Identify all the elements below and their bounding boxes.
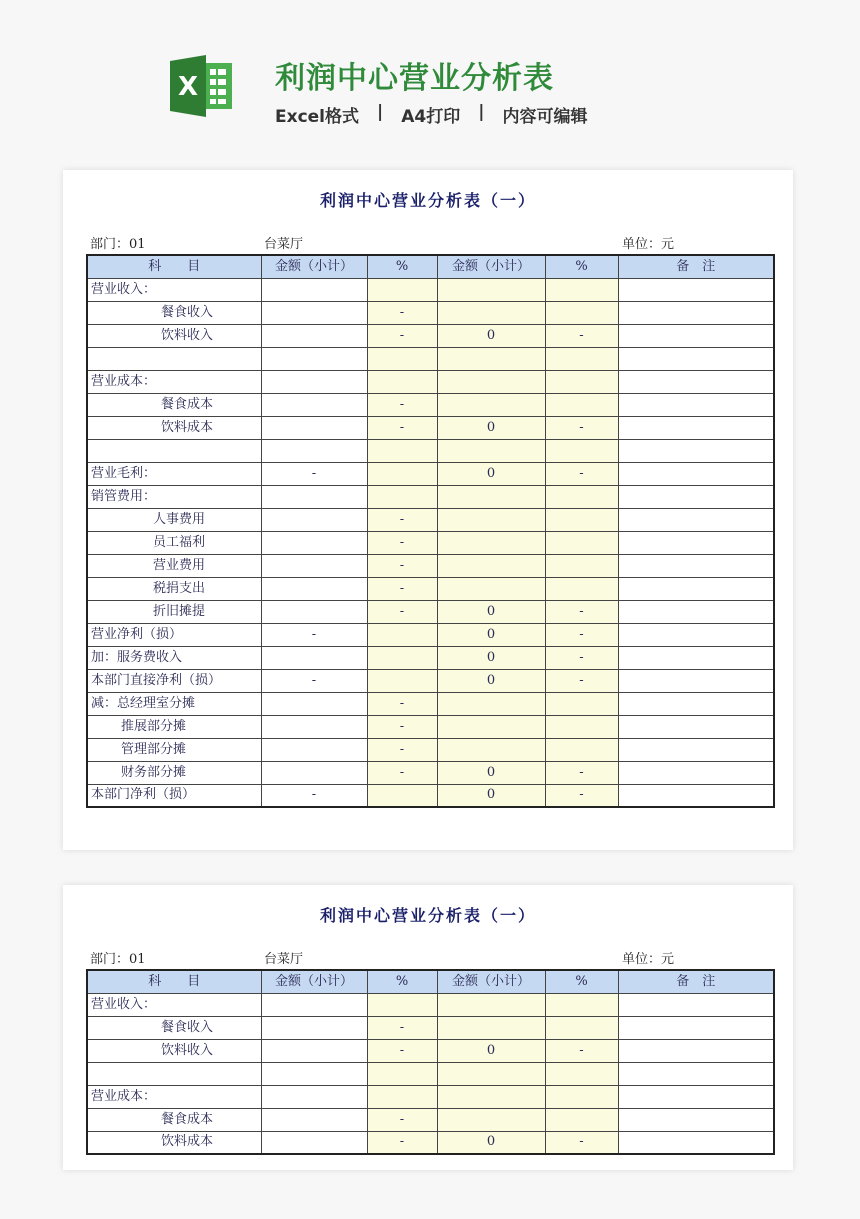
amount-cell[interactable] [261, 416, 367, 439]
remarks-cell[interactable] [618, 416, 774, 439]
amount-cell[interactable] [261, 738, 367, 761]
percent-cell[interactable] [367, 462, 437, 485]
table-row [87, 993, 774, 1016]
percent-cell[interactable]: - [367, 715, 437, 738]
amount-cell[interactable] [437, 1062, 545, 1085]
percent-cell[interactable]: - [545, 623, 618, 646]
remarks-cell[interactable] [618, 784, 774, 807]
amount-cell[interactable] [437, 393, 545, 416]
amount-cell[interactable] [261, 393, 367, 416]
item-cell[interactable]: 餐食收入 [87, 301, 261, 324]
col-header-amount: 金额（小计） [261, 970, 367, 993]
amount-cell[interactable] [261, 1039, 367, 1062]
amount-cell[interactable] [437, 577, 545, 600]
table-row [87, 554, 774, 577]
percent-cell[interactable] [545, 301, 618, 324]
percent-cell[interactable]: - [367, 1108, 437, 1131]
percent-cell[interactable] [545, 393, 618, 416]
table-row [87, 508, 774, 531]
amount-cell[interactable] [437, 715, 545, 738]
percent-cell[interactable]: - [367, 554, 437, 577]
percent-cell[interactable]: - [545, 669, 618, 692]
table-row [87, 784, 774, 807]
remarks-cell[interactable] [618, 623, 774, 646]
amount-cell[interactable] [261, 715, 367, 738]
table-row [87, 715, 774, 738]
excel-logo-icon [170, 55, 234, 117]
table-row [87, 623, 774, 646]
remarks-cell[interactable] [618, 669, 774, 692]
table-row [87, 278, 774, 301]
percent-cell[interactable]: - [545, 462, 618, 485]
amount-cell[interactable] [261, 485, 367, 508]
remarks-cell[interactable] [618, 554, 774, 577]
sheet-preview-2 [63, 885, 793, 1170]
percent-cell[interactable]: - [545, 416, 618, 439]
amount-cell[interactable] [261, 554, 367, 577]
item-cell[interactable]: 折旧摊提 [87, 600, 261, 623]
col-header-amount: 金额（小计） [261, 255, 367, 278]
item-cell[interactable]: 营业毛利： [87, 462, 261, 485]
page-title: 利润中心营业分析表 [275, 61, 554, 96]
percent-cell[interactable] [367, 347, 437, 370]
remarks-cell[interactable] [618, 1062, 774, 1085]
percent-cell[interactable]: - [545, 784, 618, 807]
col-header-item: 科 目 [87, 970, 261, 993]
percent-cell[interactable]: - [367, 577, 437, 600]
table-row [87, 370, 774, 393]
amount-cell[interactable] [261, 692, 367, 715]
percent-cell[interactable] [367, 623, 437, 646]
item-cell[interactable]: 本部门净利（损） [87, 784, 261, 807]
item-cell[interactable]: 本部门直接净利（损） [87, 669, 261, 692]
separator: | [478, 102, 485, 122]
amount-cell[interactable] [261, 347, 367, 370]
amount-cell[interactable] [261, 301, 367, 324]
col-header-percent: % [545, 255, 618, 278]
remarks-cell[interactable] [618, 1016, 774, 1039]
remarks-cell[interactable] [618, 347, 774, 370]
print-label: A4打印 [401, 107, 461, 127]
item-cell[interactable]: 饮料成本 [87, 416, 261, 439]
amount-cell[interactable]: 0 [437, 623, 545, 646]
percent-cell[interactable] [545, 1062, 618, 1085]
item-cell[interactable]: 营业收入： [87, 278, 261, 301]
table-row [87, 1085, 774, 1108]
percent-cell[interactable]: - [367, 1039, 437, 1062]
table-row [87, 1062, 774, 1085]
item-cell[interactable]: 营业费用 [87, 554, 261, 577]
table-row [87, 531, 774, 554]
amount-cell[interactable] [261, 1131, 367, 1154]
percent-cell[interactable]: - [367, 416, 437, 439]
separator: | [377, 102, 384, 122]
table-row [87, 1108, 774, 1131]
amount-cell[interactable] [437, 508, 545, 531]
table-row [87, 462, 774, 485]
remarks-cell[interactable] [618, 715, 774, 738]
item-cell[interactable]: 餐食成本 [87, 1108, 261, 1131]
svg-text:X: X [177, 72, 199, 102]
table-row [87, 347, 774, 370]
remarks-cell[interactable] [618, 1085, 774, 1108]
percent-cell[interactable]: - [545, 761, 618, 784]
remarks-cell[interactable] [618, 324, 774, 347]
percent-cell[interactable]: - [545, 1131, 618, 1154]
percent-cell[interactable] [545, 715, 618, 738]
amount-cell[interactable]: 0 [437, 1039, 545, 1062]
col-header-percent: % [545, 970, 618, 993]
amount-cell[interactable]: 0 [437, 600, 545, 623]
unit-label: 单位：元 [622, 952, 675, 967]
remarks-cell[interactable] [618, 646, 774, 669]
percent-cell[interactable]: - [545, 324, 618, 347]
amount-cell[interactable] [437, 692, 545, 715]
analysis-table [86, 254, 775, 808]
amount-cell[interactable] [261, 508, 367, 531]
table-row [87, 669, 774, 692]
table-row [87, 600, 774, 623]
percent-cell[interactable]: - [545, 600, 618, 623]
remarks-cell[interactable] [618, 439, 774, 462]
amount-cell[interactable] [261, 577, 367, 600]
amount-cell[interactable] [261, 993, 367, 1016]
item-cell[interactable]: 人事费用 [87, 508, 261, 531]
editable-label: 内容可编辑 [502, 107, 588, 127]
item-cell[interactable] [87, 347, 261, 370]
percent-cell[interactable] [367, 669, 437, 692]
amount-cell[interactable]: - [261, 784, 367, 807]
remarks-cell[interactable] [618, 1039, 774, 1062]
item-cell[interactable]: 营业成本： [87, 370, 261, 393]
amount-cell[interactable]: 0 [437, 761, 545, 784]
item-cell[interactable]: 减：总经理室分摊 [87, 692, 261, 715]
percent-cell[interactable]: - [367, 393, 437, 416]
table-row [87, 439, 774, 462]
amount-cell[interactable]: 0 [437, 416, 545, 439]
item-cell[interactable]: 营业净利（损） [87, 623, 261, 646]
percent-cell[interactable] [545, 993, 618, 1016]
amount-cell[interactable] [437, 1016, 545, 1039]
table-row [87, 761, 774, 784]
amount-cell[interactable] [437, 738, 545, 761]
percent-cell[interactable]: - [545, 1039, 618, 1062]
percent-cell[interactable]: - [367, 1016, 437, 1039]
col-header-item: 科 目 [87, 255, 261, 278]
percent-cell[interactable] [367, 993, 437, 1016]
sheet-title: 利润中心营业分析表（一） [319, 191, 536, 210]
percent-cell[interactable] [545, 577, 618, 600]
amount-cell[interactable] [261, 1108, 367, 1131]
col-header-percent: % [367, 255, 437, 278]
percent-cell[interactable]: - [545, 646, 618, 669]
amount-cell[interactable] [437, 370, 545, 393]
percent-cell[interactable] [367, 784, 437, 807]
remarks-cell[interactable] [618, 462, 774, 485]
percent-cell[interactable]: - [367, 508, 437, 531]
sheet-preview-1 [63, 170, 793, 850]
amount-cell[interactable] [437, 1085, 545, 1108]
amount-cell[interactable]: 0 [437, 784, 545, 807]
percent-cell[interactable]: - [367, 301, 437, 324]
item-cell[interactable]: 税捐支出 [87, 577, 261, 600]
amount-cell[interactable] [437, 1108, 545, 1131]
percent-cell[interactable] [545, 347, 618, 370]
item-cell[interactable]: 销管费用： [87, 485, 261, 508]
percent-cell[interactable] [367, 278, 437, 301]
percent-cell[interactable] [367, 439, 437, 462]
amount-cell[interactable]: 0 [437, 1131, 545, 1154]
table-row [87, 1039, 774, 1062]
remarks-cell[interactable] [618, 531, 774, 554]
item-cell[interactable]: 管理部分摊 [87, 738, 261, 761]
amount-cell[interactable] [437, 347, 545, 370]
percent-cell[interactable] [545, 1108, 618, 1131]
remarks-cell[interactable] [618, 1131, 774, 1154]
amount-cell[interactable]: 0 [437, 646, 545, 669]
item-cell[interactable] [87, 439, 261, 462]
remarks-cell[interactable] [618, 692, 774, 715]
table-row [87, 324, 774, 347]
col-header-remarks: 备 注 [618, 970, 774, 993]
table-row [87, 1016, 774, 1039]
item-cell[interactable]: 营业成本： [87, 1085, 261, 1108]
item-cell[interactable]: 餐食成本 [87, 393, 261, 416]
amount-cell[interactable] [261, 761, 367, 784]
amount-cell[interactable] [437, 531, 545, 554]
amount-cell[interactable] [261, 439, 367, 462]
remarks-cell[interactable] [618, 738, 774, 761]
dept-name: 台菜厅 [264, 952, 304, 967]
remarks-cell[interactable] [618, 301, 774, 324]
amount-cell[interactable] [261, 646, 367, 669]
percent-cell[interactable] [367, 485, 437, 508]
percent-cell[interactable]: - [367, 531, 437, 554]
subtitle [275, 102, 587, 127]
amount-cell[interactable] [437, 301, 545, 324]
remarks-cell[interactable] [618, 278, 774, 301]
percent-cell[interactable] [545, 738, 618, 761]
col-header-amount: 金额（小计） [437, 255, 545, 278]
percent-cell[interactable] [545, 485, 618, 508]
percent-cell[interactable] [545, 1016, 618, 1039]
dept-name: 台菜厅 [264, 237, 304, 252]
percent-cell[interactable]: - [367, 324, 437, 347]
amount-cell[interactable] [261, 600, 367, 623]
percent-cell[interactable] [545, 439, 618, 462]
item-cell[interactable]: 营业收入： [87, 993, 261, 1016]
col-header-percent: % [367, 970, 437, 993]
percent-cell[interactable] [545, 692, 618, 715]
remarks-cell[interactable] [618, 600, 774, 623]
col-header-remarks: 备 注 [618, 255, 774, 278]
remarks-cell[interactable] [618, 485, 774, 508]
remarks-cell[interactable] [618, 370, 774, 393]
percent-cell[interactable] [545, 370, 618, 393]
remarks-cell[interactable] [618, 761, 774, 784]
amount-cell[interactable]: - [261, 669, 367, 692]
table-row [87, 393, 774, 416]
item-cell[interactable]: 推展部分摊 [87, 715, 261, 738]
table-row [87, 577, 774, 600]
sheet-title: 利润中心营业分析表（一） [319, 906, 536, 925]
dept-label: 部门：01 [90, 237, 146, 252]
item-cell[interactable]: 餐食收入 [87, 1016, 261, 1039]
percent-cell[interactable] [367, 646, 437, 669]
percent-cell[interactable] [367, 370, 437, 393]
table-row [87, 301, 774, 324]
remarks-cell[interactable] [618, 508, 774, 531]
percent-cell[interactable] [545, 508, 618, 531]
percent-cell[interactable]: - [367, 1131, 437, 1154]
amount-cell[interactable] [437, 485, 545, 508]
item-cell[interactable]: 饮料收入 [87, 1039, 261, 1062]
table-row [87, 738, 774, 761]
percent-cell[interactable] [545, 554, 618, 577]
amount-cell[interactable]: 0 [437, 324, 545, 347]
item-cell[interactable]: 加：服务费收入 [87, 646, 261, 669]
dept-label: 部门：01 [90, 952, 146, 967]
format-label: Excel格式 [275, 107, 360, 127]
amount-cell[interactable] [261, 1062, 367, 1085]
remarks-cell[interactable] [618, 393, 774, 416]
amount-cell[interactable]: - [261, 623, 367, 646]
percent-cell[interactable]: - [367, 761, 437, 784]
amount-cell[interactable] [437, 993, 545, 1016]
percent-cell[interactable] [545, 531, 618, 554]
unit-label: 单位：元 [622, 237, 675, 252]
amount-cell[interactable] [261, 531, 367, 554]
table-row [87, 485, 774, 508]
col-header-amount: 金额（小计） [437, 970, 545, 993]
amount-cell[interactable] [437, 554, 545, 577]
remarks-cell[interactable] [618, 993, 774, 1016]
percent-cell[interactable] [367, 1085, 437, 1108]
table-row [87, 1131, 774, 1154]
percent-cell[interactable]: - [367, 738, 437, 761]
item-cell[interactable]: 财务部分摊 [87, 761, 261, 784]
amount-cell[interactable]: 0 [437, 462, 545, 485]
amount-cell[interactable] [261, 1016, 367, 1039]
percent-cell[interactable] [545, 1085, 618, 1108]
amount-cell[interactable] [261, 370, 367, 393]
remarks-cell[interactable] [618, 1108, 774, 1131]
amount-cell[interactable] [261, 278, 367, 301]
item-cell[interactable]: 饮料成本 [87, 1131, 261, 1154]
item-cell[interactable] [87, 1062, 261, 1085]
table-row [87, 416, 774, 439]
percent-cell[interactable]: - [367, 692, 437, 715]
item-cell[interactable]: 饮料收入 [87, 324, 261, 347]
table-row [87, 692, 774, 715]
percent-cell[interactable]: - [367, 600, 437, 623]
table-row [87, 646, 774, 669]
remarks-cell[interactable] [618, 577, 774, 600]
amount-cell[interactable] [261, 324, 367, 347]
percent-cell[interactable] [367, 1062, 437, 1085]
amount-cell[interactable]: 0 [437, 669, 545, 692]
amount-cell[interactable]: - [261, 462, 367, 485]
analysis-table [86, 969, 775, 1155]
amount-cell[interactable] [437, 278, 545, 301]
item-cell[interactable]: 员工福利 [87, 531, 261, 554]
percent-cell[interactable] [545, 278, 618, 301]
amount-cell[interactable] [261, 1085, 367, 1108]
amount-cell[interactable] [437, 439, 545, 462]
